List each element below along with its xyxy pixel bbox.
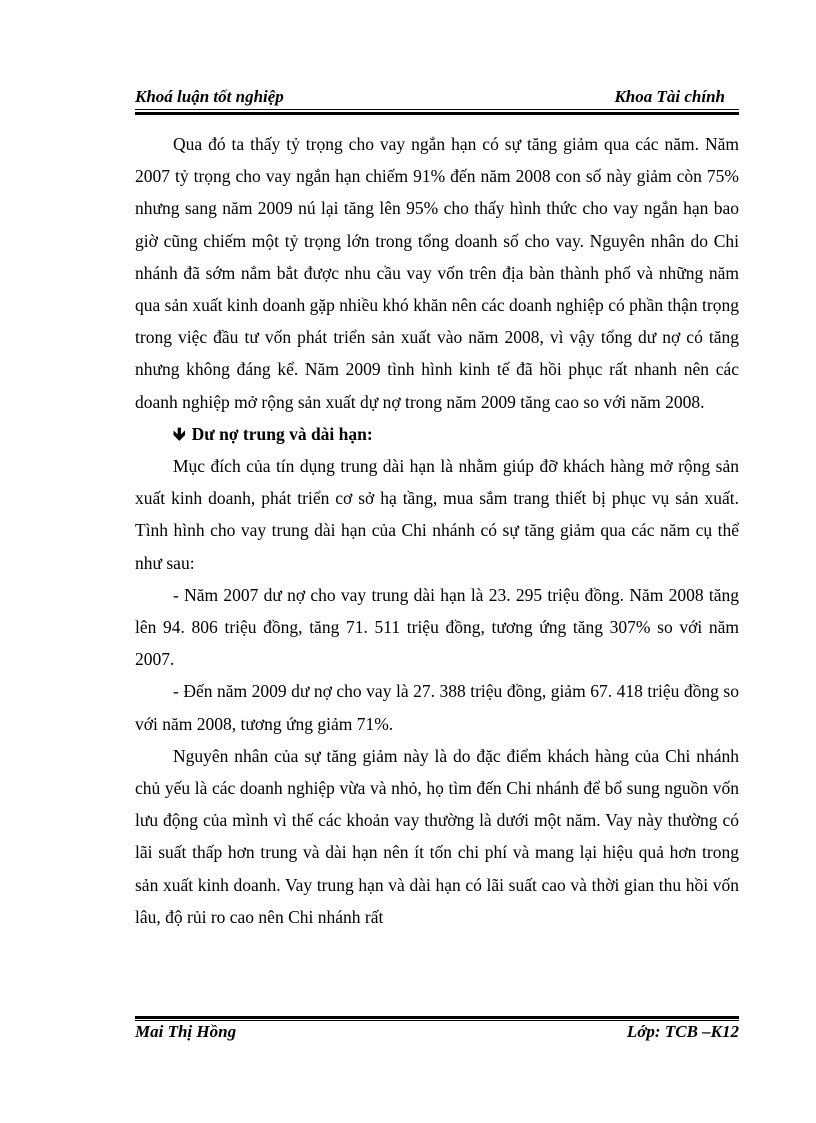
footer-author: Mai Thị Hồng [135,1022,237,1041]
footer-rule-thick [135,1016,739,1019]
paragraph-short-term-loans: Qua đó ta thấy tỷ trọng cho vay ngắn hạn có sự tăng giảm qua các năm. Năm 2007 tỷ trọng cho vay ngắn hạn chiếm 91% đến năm 2008 con số này giảm còn 75% nhưng sang năm 2009 nú lại tăng lên 95% cho thấy hình thức cho vay ngắn hạn bao giờ cũng chiếm một tỷ trọng lớn trong tổng doanh số cho vay. Nguyên nhân do Chi nhánh đã sớm nắm bắt được nhu cầu vay vốn trên địa bàn thành phố và những năm qua sản xuất kinh doanh gặp nhiều khó khăn nên các doanh nghiệp có phần thận trọng trong việc đầu tư vốn phát triển sản xuất vào năm 2008, vì vậy tổng dư nợ có tăng nhưng không đáng kể. Năm 2009 tình hình kinh tế đã hồi phục rất nhanh nên các doanh nghiệp mở rộng sản xuất dự nợ trong năm 2009 tăng cao so với năm 2008. [135,134,739,412]
paragraph-medium-long-term-purpose: Mục đích của tín dụng trung dài hạn là nhằm giúp đỡ khách hàng mở rộng sản xuất kinh doanh, phát triển cơ sở hạ tầng, mua sắm trang thiết bị phục vụ sản xuất. Tình hình cho vay trung dài hạn của Chi nhánh có sự tăng giảm qua các năm cụ thể như sau: [135,456,739,573]
header-rule-thin [135,109,739,110]
footer-class: Lớp: TCB –K12 [626,1022,739,1041]
section-heading-text: Dư nợ trung và dài hạn: [191,423,373,444]
arrow-down-icon: 🡻 [173,423,186,444]
body-content [135,128,739,933]
bullet-2009: - Đến năm 2009 dư nợ cho vay là 27. 388 triệu đồng, giảm 67. 418 triệu đồng so với năm 2008, tương ứng giảm 71%. [135,681,739,734]
bullet-2007-2008: - Năm 2007 dư nợ cho vay trung dài hạn là 23. 295 triệu đồng. Năm 2008 tăng lên 94. 806 triệu đồng, tăng 71. 511 triệu đồng, tương ứng tăng 307% so với năm 2007. [135,584,739,670]
header-rule-thick [135,112,739,115]
paragraph-reasons: Nguyên nhân của sự tăng giảm này là do đặc điểm khách hàng của Chi nhánh chủ yếu là các doanh nghiệp vừa và nhỏ, họ tìm đến Chi nhánh để bổ sung nguồn vốn lưu động của mình vì thế các khoản vay thường là dưới một năm. Vay này thường có lãi suất thấp hơn trung và dài hạn nên ít tốn chi phí và mang lại hiệu quả hơn trong sản xuất kinh doanh. Vay trung hạn và dài hạn có lãi suất cao và thời gian thu hồi vốn lâu, độ rủi ro cao nên Chi nhánh rất [135,745,739,927]
header-thesis-title: Khoá luận tốt nghiệp [135,87,284,106]
section-heading [135,418,739,450]
header-faculty: Khoa Tài chính [614,87,725,106]
page-footer [135,1021,739,1043]
page-header [135,86,739,108]
